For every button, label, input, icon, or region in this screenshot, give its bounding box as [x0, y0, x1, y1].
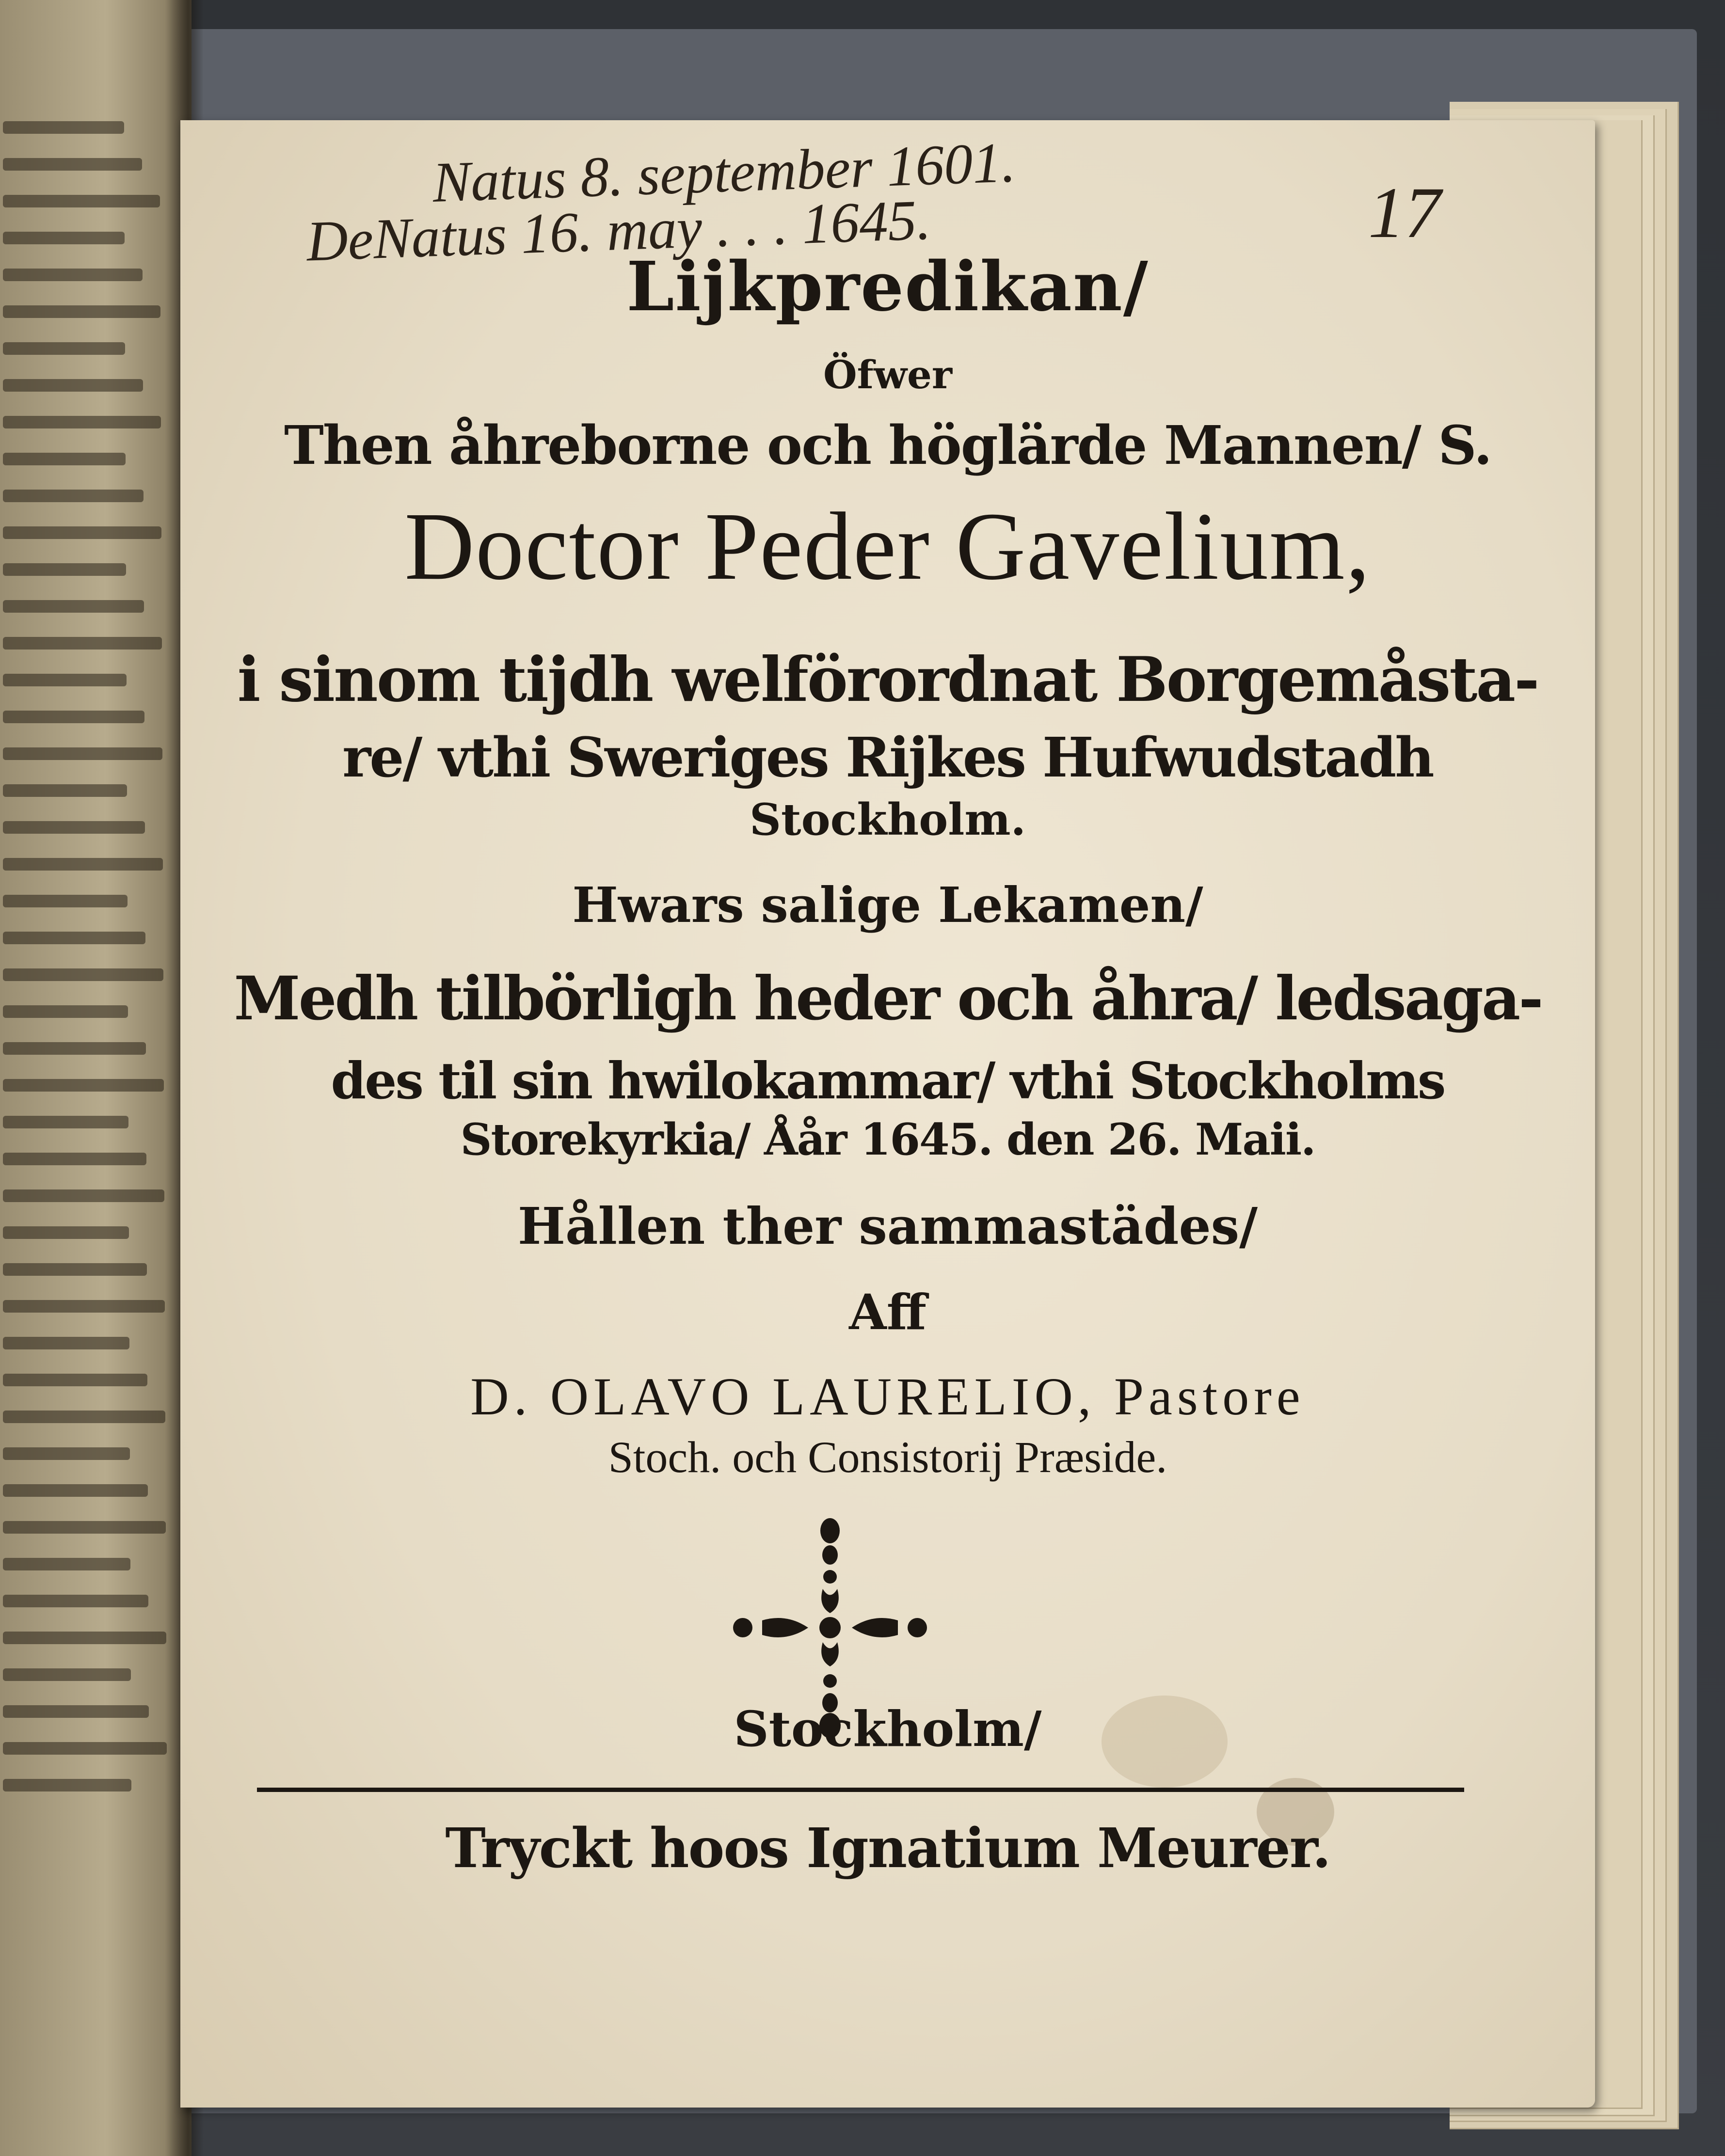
imprint-rule — [257, 1788, 1464, 1792]
body-intro-line: Hwars salige Lekamen/ — [572, 876, 1203, 934]
verso-text-line — [3, 674, 127, 686]
verso-text-line — [3, 490, 144, 502]
verso-text-line — [3, 563, 126, 576]
verso-text-line — [3, 416, 161, 428]
verso-text-line — [3, 821, 145, 834]
verso-text-line — [3, 1226, 129, 1239]
ofwer-line: Öfwer — [823, 352, 952, 397]
verso-text-line — [3, 637, 162, 650]
verso-text-line — [3, 1374, 147, 1386]
verso-text-line — [3, 1558, 130, 1570]
verso-text-line — [3, 1411, 165, 1423]
verso-text-line — [3, 1263, 147, 1276]
verso-text-line — [3, 1300, 165, 1313]
verso-text-line — [3, 1595, 148, 1607]
by-line: Aff — [849, 1284, 926, 1341]
author-title-line: Stoch. och Consistorij Præside. — [608, 1432, 1167, 1482]
manuscript-birth-note: Natus 8. september 1601. — [431, 130, 1017, 214]
author-line: D. OLAVO LAURELIO, Pastore — [470, 1367, 1305, 1426]
verso-text-line — [3, 895, 128, 907]
verso-text-line — [3, 121, 124, 134]
verso-text-line — [3, 1447, 130, 1460]
verso-text-line — [3, 1779, 131, 1791]
verso-text-line — [3, 784, 127, 797]
office-line-3: Stockholm. — [750, 794, 1026, 845]
verso-text-line — [3, 342, 125, 355]
verso-text-line — [3, 232, 125, 244]
verso-text-line — [3, 1189, 164, 1202]
burial-line-1: Medh tilbörligh heder och åhra/ ledsaga- — [234, 964, 1542, 1034]
verso-text-line — [3, 453, 126, 465]
burial-line-2: des til sin hwilokammar/ vthi Stockholms — [331, 1051, 1445, 1110]
verso-text-line — [3, 1484, 148, 1497]
verso-text-line — [3, 1153, 146, 1165]
verso-text-line — [3, 526, 161, 539]
verso-text-line — [3, 1005, 128, 1018]
held-line: Hållen ther sammastädes/ — [517, 1196, 1258, 1256]
verso-text-line — [3, 1705, 149, 1718]
verso-text-line — [3, 305, 160, 318]
verso-text-line — [3, 1337, 129, 1349]
manuscript-folio-number: 17 — [1368, 173, 1441, 253]
verso-text-line — [3, 1632, 166, 1644]
title: Lijkpredikan/ — [626, 247, 1149, 327]
burial-line-3: Storekyrkia/ Åår 1645. den 26. Maii. — [460, 1114, 1315, 1165]
title-page — [180, 120, 1595, 2108]
verso-text-line — [3, 379, 143, 392]
verso-text-line — [3, 747, 162, 760]
manuscript-death-note: DeNatus 16. may . . . 1645. — [305, 188, 932, 273]
name-line: Doctor Peder Gavelium, — [404, 493, 1371, 600]
verso-text-line — [3, 968, 163, 981]
verso-text-line — [3, 932, 145, 944]
imprint-place: Stockholm/ — [734, 1700, 1042, 1758]
verso-text-line — [3, 158, 142, 171]
verso-text-line — [3, 858, 163, 871]
subject-line: Then åhreborne och höglärde Mannen/ S. — [284, 414, 1492, 476]
verso-text-line — [3, 1116, 128, 1128]
facing-page-verso — [0, 0, 192, 2156]
verso-text-line — [3, 1521, 166, 1534]
verso-text-line — [3, 1668, 131, 1681]
office-line-1: i sinom tijdh welförordnat Borgemåsta- — [237, 644, 1538, 715]
verso-text-line — [3, 1742, 167, 1755]
verso-text-line — [3, 711, 144, 723]
verso-text-line — [3, 1042, 146, 1055]
office-line-2: re/ vthi Sweriges Rijkes Hufwudstadh — [342, 726, 1433, 790]
verso-text-line — [3, 195, 160, 207]
printer-line: Tryckt hoos Ignatium Meurer. — [445, 1817, 1330, 1880]
verso-text-line — [3, 269, 143, 281]
verso-text-line — [3, 1079, 164, 1092]
verso-text-line — [3, 600, 144, 613]
